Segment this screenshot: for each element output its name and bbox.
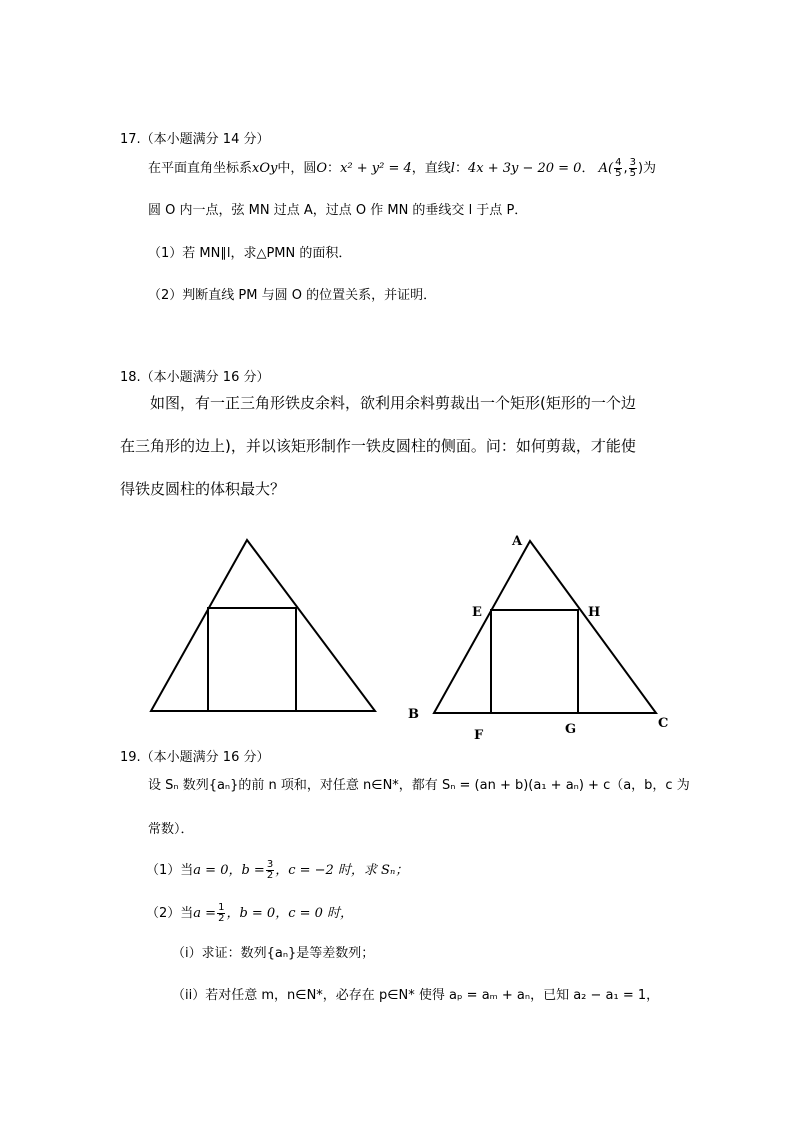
q19-part1: （1）当a = 0，b = $\frac{3}{2}$ ，c = −2 时，求 Sₙ； — [146, 859, 409, 881]
label-G: G — [565, 722, 577, 737]
label-A: A — [512, 534, 523, 549]
q17-line1: 在平面直角坐标系xOy中，圆O：x² + y² = 4，直线l：4x + 3y − 20 = 0． A( $\frac{4}{5}$ , $\frac{3}{5}$ )为 — [148, 157, 657, 179]
q19-line1: 设 Sₙ 数列{aₙ}的前 n 项和，对任意 n∈N*，都有 Sₙ = (an + b)(a₁ + aₙ) + c（a，b，c 为 — [148, 778, 690, 793]
label-C: C — [658, 716, 669, 731]
label-B: B — [408, 707, 419, 722]
q17-part1: （1）若 MN∥l，求△PMN 的面积． — [148, 246, 352, 261]
q17-header: 17.（本小题满分 14 分） — [120, 132, 270, 147]
label-F: F — [474, 728, 484, 743]
q19-header: 19.（本小题满分 16 分） — [120, 750, 270, 765]
left-rectangle — [208, 608, 296, 711]
figure-left — [151, 540, 375, 711]
q17-part2: （2）判断直线 PM 与圆 O 的位置关系，并证明． — [148, 288, 437, 303]
q19-part2: （2）当a = $\frac{1}{2}$ ，b = 0，c = 0 时， — [146, 902, 354, 924]
q18-line2: 在三角形的边上)，并以该矩形制作一铁皮圆柱的侧面。问：如何剪裁，才能使 — [120, 437, 636, 455]
q19-part2-i: （i）求证：数列{aₙ}是等差数列； — [172, 946, 375, 961]
q18-header: 18.（本小题满分 16 分） — [120, 370, 270, 385]
figure-right — [434, 541, 656, 713]
q18-line1: 如图，有一正三角形铁皮余料，欲利用余料剪裁出一个矩形(矩形的一个边 — [150, 394, 636, 412]
q19-line2: 常数）． — [148, 822, 194, 837]
q19-part2-ii: （ii）若对任意 m，n∈N*，必存在 p∈N* 使得 aₚ = aₘ + aₙ，已知 a₂ − a₁ = 1， — [172, 988, 660, 1003]
label-E: E — [472, 605, 482, 620]
q18-line3: 得铁皮圆柱的体积最大？ — [120, 480, 286, 498]
right-triangle — [434, 541, 656, 713]
label-H: H — [588, 605, 601, 620]
q17-line2: 圆 O 内一点，弦 MN 过点 A，过点 O 作 MN 的垂线交 l 于点 P． — [148, 203, 528, 218]
right-rectangle — [491, 610, 578, 713]
left-triangle — [151, 540, 375, 711]
